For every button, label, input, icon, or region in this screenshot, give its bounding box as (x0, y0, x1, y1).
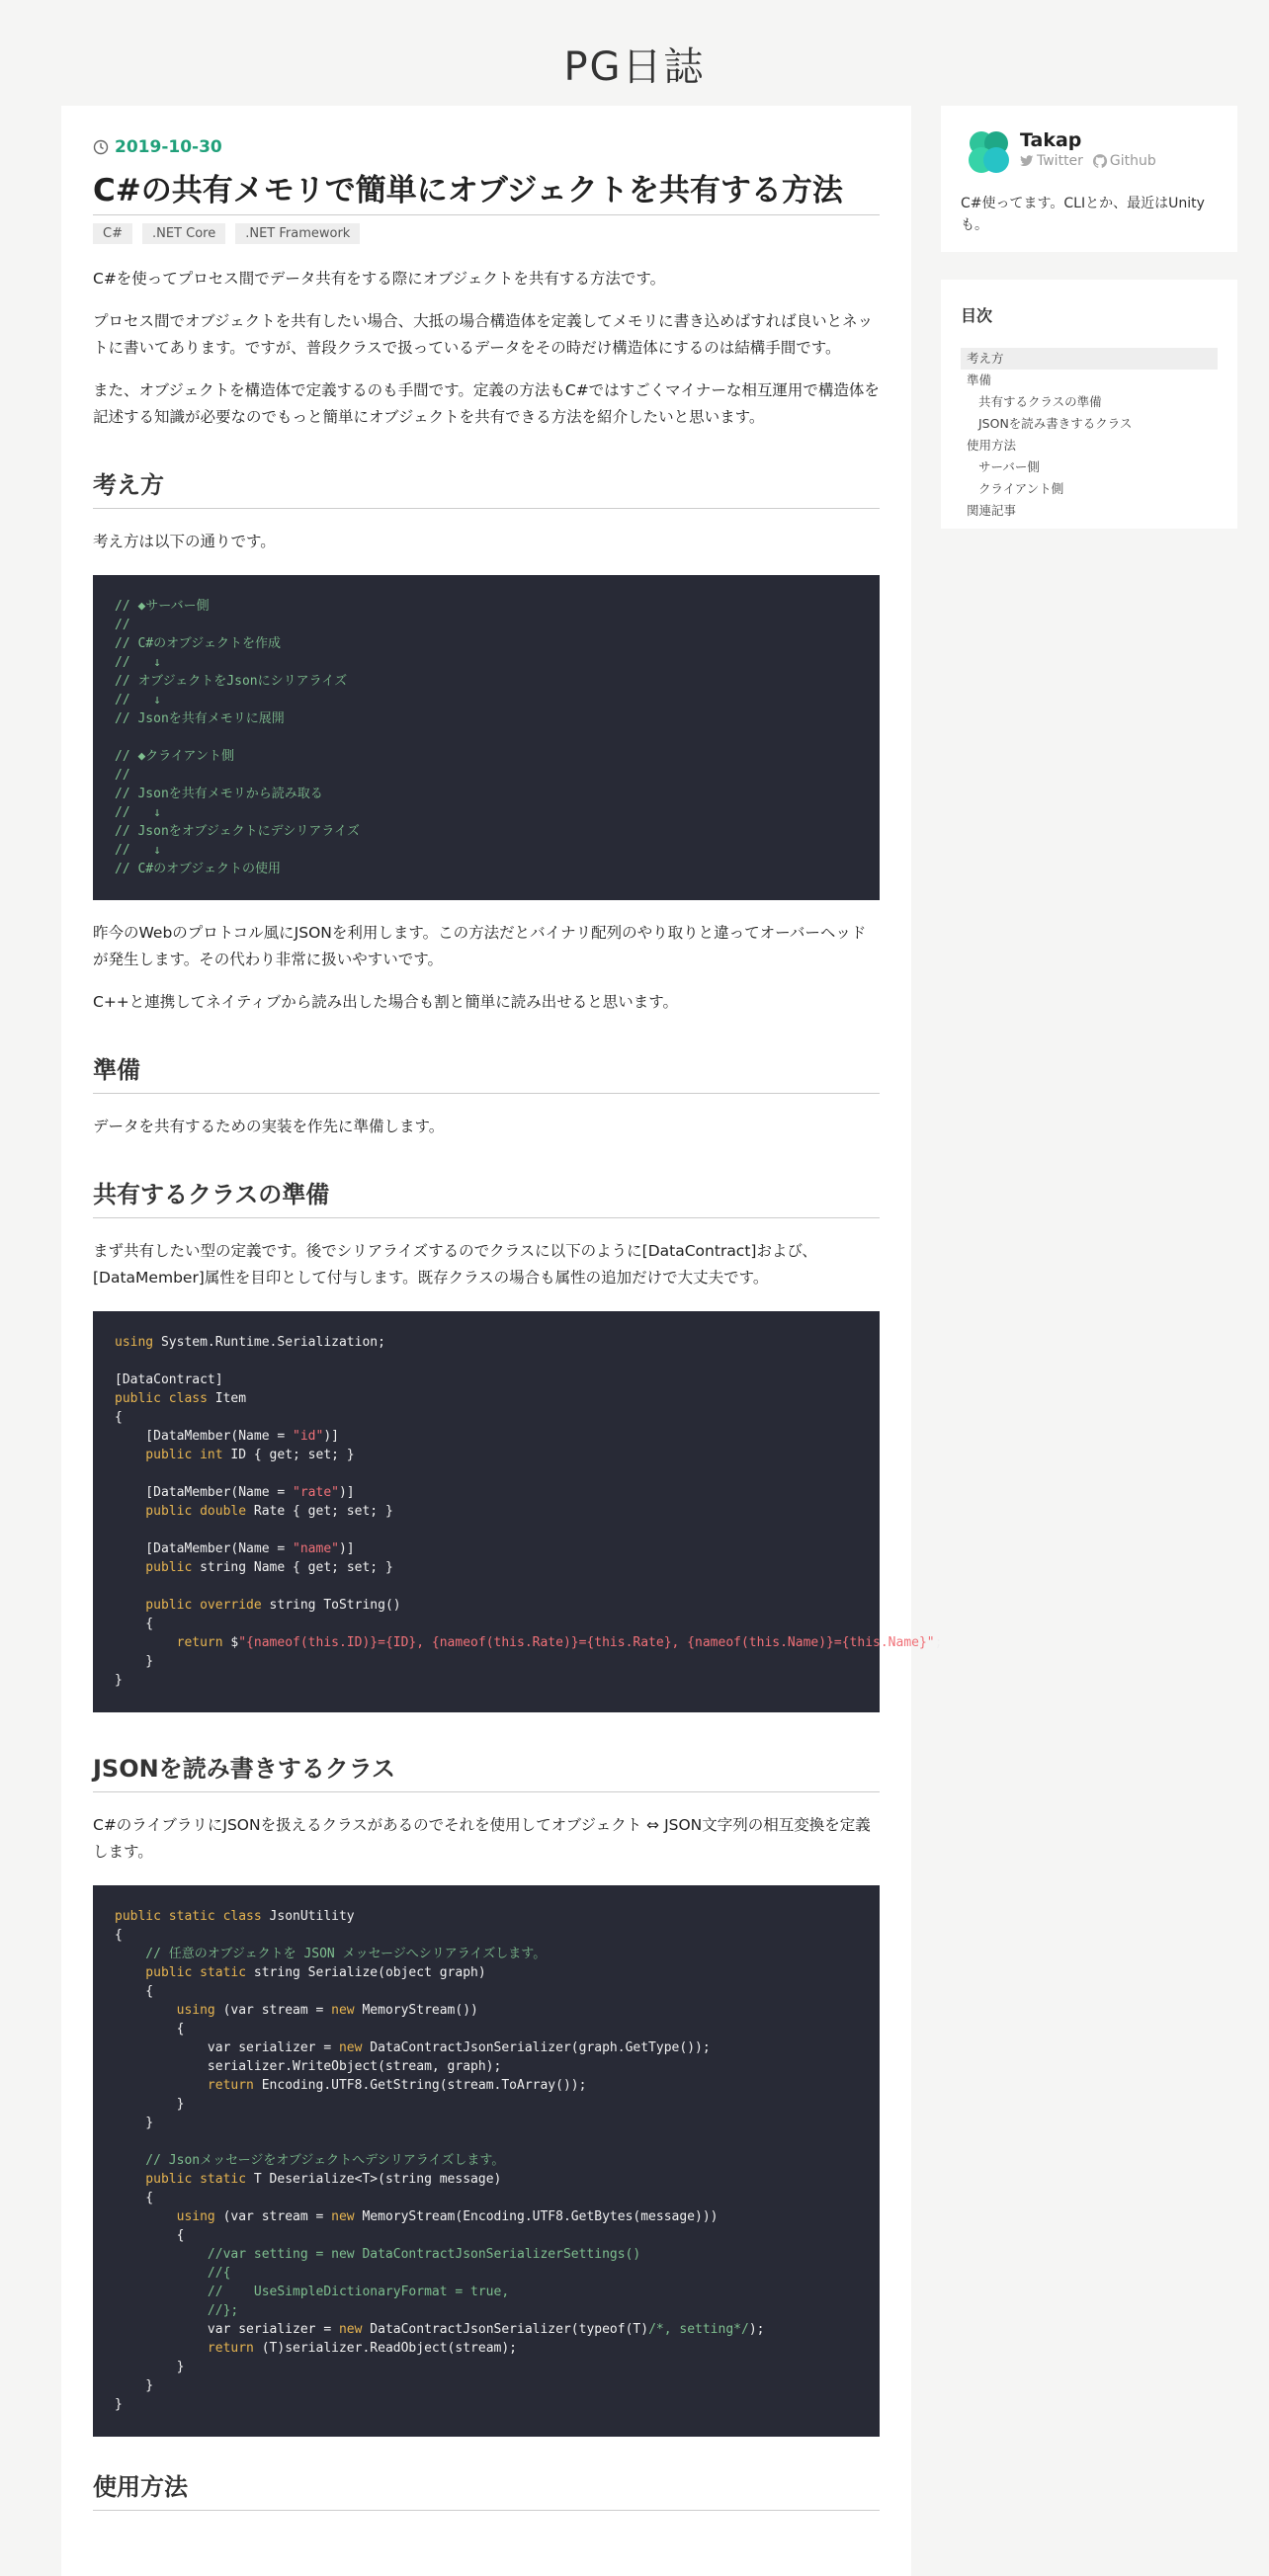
toc-item[interactable]: 使用方法 (967, 438, 1017, 453)
code-line (115, 2339, 858, 2358)
code-line: // (115, 618, 130, 632)
shared-class-paragraph: まず共有したい型の定義です。後でシリアライズするのでクラスに以下のように[DataContract]および、[DataMember]属性を目印として付与します。既存クラスの場合も属性の追加だけで大丈夫です。 (93, 1242, 817, 1287)
code-line: // ↓ (115, 655, 161, 670)
code-token: [DataMember(Name = (115, 1485, 294, 1500)
code-line (115, 2283, 858, 2301)
code-line (115, 1615, 858, 1633)
code-line (115, 2245, 858, 2264)
code-line (115, 2170, 858, 2189)
code-line (115, 2095, 858, 2114)
code-token: } (115, 2378, 154, 2393)
code-block-item (93, 1311, 943, 1712)
code-token: ID { get; set; } (222, 1448, 355, 1462)
code-token: using (115, 1335, 154, 1350)
twitter-label: Twitter (1037, 153, 1083, 169)
article (61, 106, 943, 2576)
code-token: )] (323, 1429, 339, 1444)
code-token: JsonUtility (261, 1909, 355, 1924)
code-token: )] (338, 1541, 355, 1556)
code-token: // UseSimpleDictionaryFormat = true, (115, 2285, 510, 2299)
heading-usage: 使用方法 (93, 2470, 880, 2511)
code-line (115, 2226, 858, 2245)
code-token: } (115, 1654, 154, 1669)
code-line (115, 1963, 858, 1982)
code-line: // (115, 768, 130, 783)
code-line (115, 1982, 858, 2001)
toc-title: 目次 (961, 306, 993, 325)
toc-item[interactable]: 共有するクラスの準備 (978, 394, 1102, 409)
code-token: MemoryStream()) (354, 2003, 478, 2018)
code-line (115, 2020, 858, 2038)
code-line (115, 1521, 858, 1539)
code-token: new (331, 2209, 355, 2224)
code-line (115, 728, 858, 747)
code-token: (T)serializer.ReadObject(stream); (253, 2341, 517, 2356)
intro-paragraph: C#を使ってプロセス間でデータ共有をする際にオブジェクトを共有する方法です。 (93, 270, 666, 288)
code-line (115, 1558, 858, 1577)
avatar[interactable] (967, 129, 1010, 175)
code-token: public override (115, 1598, 262, 1613)
code-token: "name" (293, 1541, 339, 1556)
code-line (115, 1483, 858, 1502)
code-line: // ↓ (115, 693, 161, 707)
code-token: } (115, 2097, 185, 2112)
code-line (115, 1671, 858, 1690)
code-content (115, 1907, 858, 2414)
tag-net-framework[interactable]: .NET Framework (235, 223, 360, 244)
code-line (115, 2038, 858, 2057)
code-token: public class (115, 1391, 208, 1406)
code-token: serializer.WriteObject(stream, graph); (115, 2059, 502, 2074)
code-token: [DataMember(Name = (115, 1541, 294, 1556)
code-token: ; (934, 1635, 943, 1650)
code-token: (var stream = (214, 2209, 332, 2224)
intro-paragraph: プロセス間でオブジェクトを共有したい場合、大抵の場合構造体を定義してメモリに書き込めばすれば良いとネットに書いてあります。ですが、普段クラスで扱っているデータをその時だけ構造体にするのは結構手間です。 (93, 312, 874, 357)
concept-paragraph: C++と連携してネイティブから読み出した場合も割と簡単に読み出せると思います。 (93, 993, 679, 1011)
code-token: public (115, 1560, 193, 1575)
code-line (115, 2395, 858, 2414)
code-token: public static (115, 2172, 247, 2187)
code-content (115, 1333, 943, 1690)
code-block-json (93, 1885, 880, 2437)
code-token: string Name { get; set; } (192, 1560, 393, 1575)
code-line (115, 1352, 858, 1371)
code-line (115, 1502, 858, 1521)
code-line (115, 1389, 858, 1408)
toc-item[interactable]: JSONを読み書きするクラス (978, 416, 1133, 431)
code-token: using (115, 2003, 215, 2018)
code-token: Rate { get; set; } (246, 1504, 393, 1519)
code-token: return (115, 2078, 254, 2093)
code-line (115, 1577, 858, 1596)
code-token: Item (207, 1391, 247, 1406)
toc-card (941, 280, 1237, 529)
code-token: { (115, 2022, 185, 2036)
json-class-paragraph: C#のライブラリにJSONを扱えるクラスがあるのでそれを使用してオブジェクト ⇔ JSON文字列の相互変換を定義します。 (93, 1816, 871, 1861)
concept-paragraph: 昨今のWebのプロトコル風にJSONを利用します。この方法だとバイナリ配列のやり取りと違ってオーバーヘッドが発生します。その代わり非常に扱いやすいです。 (93, 924, 867, 968)
toc-item[interactable]: サーバー側 (978, 459, 1040, 474)
toc-list (961, 348, 1218, 522)
code-line (115, 1539, 858, 1558)
code-block-concept (93, 575, 880, 900)
code-token: using (115, 2209, 215, 2224)
code-line (115, 1408, 858, 1427)
code-line: // Jsonを共有メモリから読み取る (115, 787, 323, 801)
code-token: return (115, 2341, 254, 2356)
code-line (115, 1464, 858, 1483)
post-title: C#の共有メモリで簡単にオブジェクトを共有する方法 (93, 169, 880, 215)
code-token: $ (222, 1635, 239, 1650)
code-line (115, 2151, 858, 2170)
code-line (115, 2076, 858, 2095)
code-token: { (115, 1928, 123, 1943)
code-token: { (115, 1410, 123, 1425)
post-date-text: 2019-10-30 (115, 137, 222, 157)
code-token: } (115, 2397, 123, 2412)
toc-item[interactable]: 考え方 (961, 348, 1218, 370)
code-token: //}; (115, 2303, 239, 2318)
toc-item[interactable]: 準備 (967, 373, 992, 387)
code-token: var serializer = (115, 2322, 339, 2337)
heading-prep: 準備 (93, 1053, 880, 1094)
code-line: // ◆サーバー側 (115, 599, 210, 614)
github-link[interactable] (1093, 153, 1156, 169)
code-line (115, 1633, 943, 1652)
code-line (115, 1652, 858, 1671)
code-token: string ToString() (261, 1598, 401, 1613)
code-token: new (331, 2003, 355, 2018)
code-token: Encoding.UTF8.GetString(stream.ToArray()); (253, 2078, 587, 2093)
post-date (93, 135, 880, 159)
code-token: DataContractJsonSerializer(typeof(T) (362, 2322, 649, 2337)
code-line (115, 1596, 858, 1615)
code-token: [DataContract] (115, 1372, 223, 1387)
tag-list (93, 223, 880, 244)
code-line (115, 1907, 858, 1926)
code-token: public static class (115, 1909, 262, 1924)
profile-name[interactable]: Takap (1020, 129, 1082, 151)
code-line: // ↓ (115, 843, 161, 858)
tag-csharp[interactable]: C# (93, 223, 132, 244)
intro-paragraph: また、オブジェクトを構造体で定義するのも手間です。定義の方法もC#ではすごくマイナーな相互運用で構造体を記述する知識が必要なのでもっと簡単にオブジェクトを共有できる方法を紹介したいと思います。 (93, 381, 880, 426)
code-line (115, 2358, 858, 2376)
code-token: { (115, 2191, 154, 2205)
code-token: } (115, 2116, 154, 2130)
code-token: )] (338, 1485, 355, 1500)
tag-net-core[interactable]: .NET Core (142, 223, 225, 244)
code-token: T Deserialize<T>(string message) (246, 2172, 502, 2187)
code-line: // Jsonをオブジェクトにデシリアライズ (115, 824, 360, 839)
code-line (115, 1945, 858, 1963)
code-line (115, 2132, 858, 2151)
code-token: { (115, 2228, 185, 2243)
code-token: new (338, 2322, 363, 2337)
code-line (115, 2376, 858, 2395)
code-token: (var stream = (214, 2003, 332, 2018)
code-line (115, 1427, 858, 1446)
heading-concept: 考え方 (93, 468, 880, 509)
code-line (115, 1446, 858, 1464)
code-line: // オブジェクトをJsonにシリアライズ (115, 674, 348, 689)
github-label: Github (1109, 153, 1156, 169)
code-token: new (338, 2040, 363, 2055)
code-token: public double (115, 1504, 247, 1519)
code-token: [DataMember(Name = (115, 1429, 294, 1444)
code-line: // C#のオブジェクトの使用 (115, 862, 281, 876)
code-token: // 任意のオブジェクトを JSON メッセージへシリアライズします。 (115, 1947, 547, 1961)
code-token: System.Runtime.Serialization; (153, 1335, 385, 1350)
code-token: //var setting = new DataContractJsonSerializerSettings() (115, 2247, 641, 2262)
profile-card (941, 106, 1237, 252)
code-token: "id" (293, 1429, 324, 1444)
code-token: // Jsonメッセージをオブジェクトへデシリアライズします。 (115, 2153, 505, 2168)
profile-description: C#使ってます。CLIとか、最近はUnityも。 (961, 196, 1205, 233)
code-line (115, 1371, 858, 1389)
clock-icon (93, 139, 109, 155)
prep-paragraph: データを共有するための実装を作先に準備します。 (93, 1118, 445, 1135)
code-token: //{ (115, 2266, 231, 2281)
code-line (115, 2301, 858, 2320)
code-line (115, 2001, 858, 2020)
twitter-icon (1020, 155, 1034, 167)
code-line (115, 2264, 858, 2283)
code-token: /*, setting*/ (648, 2322, 749, 2337)
code-token: { (115, 1984, 154, 1999)
code-token: MemoryStream(Encoding.UTF8.GetBytes(message))) (354, 2209, 719, 2224)
code-token: "rate" (293, 1485, 339, 1500)
code-line (115, 2189, 858, 2207)
code-token: DataContractJsonSerializer(graph.GetType()); (362, 2040, 711, 2055)
toc-item[interactable]: クライアント側 (978, 481, 1064, 496)
code-line (115, 2057, 858, 2076)
site-title[interactable]: PG日誌 (563, 44, 706, 90)
concept-lead: 考え方は以下の通りです。 (93, 533, 276, 550)
code-token: } (115, 1673, 123, 1688)
toc-item[interactable]: 関連記事 (967, 503, 1017, 518)
heading-shared-class: 共有するクラスの準備 (93, 1178, 880, 1218)
code-token: } (115, 2360, 185, 2374)
heading-json-class: JSONを読み書きするクラス (93, 1752, 880, 1792)
code-token: ); (748, 2322, 765, 2337)
code-line: // ↓ (115, 805, 161, 820)
code-line: // ◆クライアント側 (115, 749, 235, 764)
code-token: string Serialize(object graph) (246, 1965, 486, 1980)
code-line (115, 2114, 858, 2132)
code-token: return (115, 1635, 223, 1650)
code-line: // C#のオブジェクトを作成 (115, 636, 281, 651)
code-line (115, 2207, 858, 2226)
code-content (115, 597, 858, 878)
code-line (115, 2320, 858, 2339)
code-token: var serializer = (115, 2040, 339, 2055)
code-token: public int (115, 1448, 223, 1462)
twitter-link[interactable] (1020, 153, 1083, 169)
code-token: "{nameof(this.ID)}={ID}, {nameof(this.Rate)}={this.Rate}, {nameof(this.Name)}={this.Name}" (238, 1635, 935, 1650)
github-icon (1093, 154, 1107, 168)
code-line (115, 1333, 858, 1352)
code-token: public static (115, 1965, 247, 1980)
profile-links (1020, 153, 1156, 169)
code-token: { (115, 1617, 154, 1631)
code-line: // Jsonを共有メモリに展開 (115, 711, 285, 726)
code-line (115, 1926, 858, 1945)
